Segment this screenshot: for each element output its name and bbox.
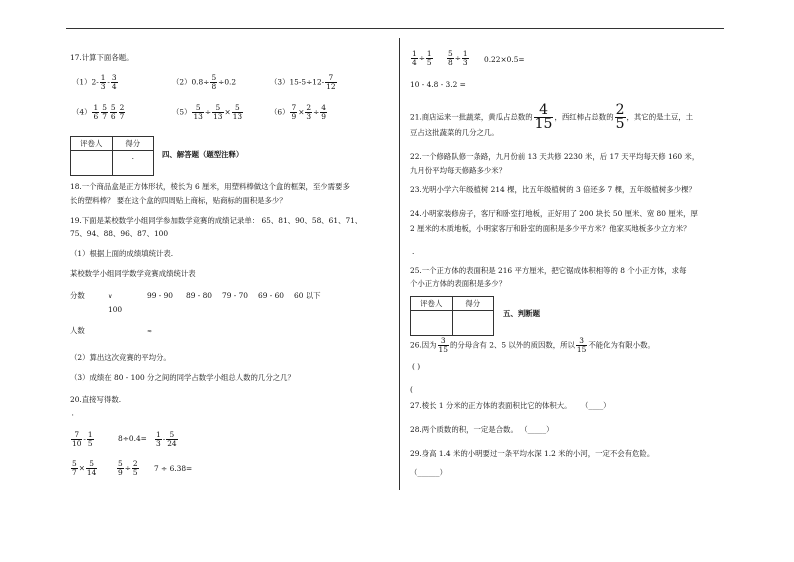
q19-row1-label: 分数 bbox=[70, 291, 85, 300]
score-box-grader-cell bbox=[71, 151, 113, 176]
q17-item-3: （3）15-5÷12- $\frac{7}{12}$ bbox=[270, 73, 336, 91]
q23: 23.光明小学六年级植树 214 棵，比五年级植树的 3 倍还多 7 棵，五年级植树多少棵？ bbox=[410, 185, 696, 194]
q20-row1-c: $\frac{1}{3}$ - $\frac{5}{24}$ bbox=[156, 430, 177, 448]
q20-row2-a: $\frac{5}{7}$ × $\frac{5}{14}$ bbox=[72, 459, 97, 477]
score-box-left bbox=[70, 136, 154, 176]
q19-sub2: （2）算出这次竞赛的平均分。 bbox=[70, 353, 171, 362]
q21-line2: 豆占这批蔬菜的几分之几。 bbox=[410, 128, 499, 137]
q19-range-3: 79 - 70 bbox=[222, 291, 249, 300]
q19-row2-mark: ≈ bbox=[147, 328, 153, 335]
calc-top-decimal: 0.22×0.5= bbox=[484, 55, 525, 64]
q26-mark: ( bbox=[410, 385, 413, 394]
score-box-right-grader-label: 评卷人 bbox=[411, 297, 453, 311]
q20-row2-c: 7 ÷ 6.38= bbox=[154, 464, 193, 473]
calc-top-line2: 10 - 4.8 - 3.2 = bbox=[410, 80, 466, 89]
q18-line2: 长的塑料棒？ 要在这个盒的四周贴上商标，贴商标的面积是多少？ bbox=[70, 196, 287, 205]
q19-table-title: 某校数学小组同学数学竞赛成绩统计表 bbox=[70, 269, 196, 278]
q19-line1: 19.下面是某校数学小组同学参加数学竞赛的成绩记录单： 65、81、90、58、61、71、 bbox=[70, 216, 363, 225]
score-box-score-cell: . bbox=[112, 151, 154, 176]
q28-answer[interactable]: （_____） bbox=[520, 425, 554, 434]
q17-item-6: （6） $\frac{7}{9}$ × $\frac{2}{3}$ ÷ $\frac{4}{9}$ bbox=[270, 103, 326, 121]
q17-item-5: （5） $\frac{5}{13}$ ÷ $\frac{5}{13}$ × $\frac{5}{13}$ bbox=[172, 103, 243, 121]
q19-row1-mark: ∨ bbox=[108, 293, 113, 300]
score-box-grader-label: 评卷人 bbox=[71, 137, 113, 151]
q19-range-5: 60 以下 bbox=[294, 291, 321, 300]
q27: 27.棱长 1 分米的正方体的表面积比它的体积大。 （____） bbox=[410, 401, 611, 410]
section5-heading: 五、判断题 bbox=[503, 309, 540, 318]
q19-line2: 75、94、88、96、87、100 bbox=[70, 229, 169, 238]
section4-heading: 四、解答题（题型注释） bbox=[162, 150, 244, 159]
header-rule bbox=[66, 28, 724, 29]
score-box-right-score-label: 得分 bbox=[452, 297, 494, 311]
calc-top-fractions-2: $\frac{5}{8}$ ÷ $\frac{1}{3}$ bbox=[448, 49, 468, 67]
q20-title: 20.直接写得数. bbox=[70, 395, 122, 404]
q19-sub3: （3）成绩在 80 - 100 分之间的同学占数学小组总人数的几分之几？ bbox=[70, 373, 295, 382]
q20-row1-b: 8÷0.4= bbox=[118, 434, 147, 443]
q25-line1: 25.一个正方体的表面积是 216 平方厘米，把它锯成体积相等的 8 个小正方体，求每 bbox=[410, 266, 687, 275]
q19-sub1: （1）根据上面的成绩填统计表. bbox=[70, 249, 174, 258]
q20-row1-a: $\frac{7}{10}$ - $\frac{1}{5}$ bbox=[72, 430, 93, 448]
q17-item-2: （2）0.8÷ $\frac{5}{8}$ ÷0.2 bbox=[172, 73, 237, 91]
score-box-right bbox=[410, 296, 494, 336]
q29-answer[interactable]: （______） bbox=[410, 468, 447, 477]
q21-line1: 21.商店运来一批蔬菜，黄瓜占总数的 $\frac{4}{15}$ ，西红柿占总数的 $\frac{2}{5}$ ，其它的是土豆，土 bbox=[410, 102, 694, 132]
q26: 26.因为 $\frac{3}{15}$ 的分母含有 2、5 以外的质因数，所以 $\frac{3}{15}$ 不能化为有限小数。 bbox=[410, 336, 655, 354]
q20-mark: ' bbox=[72, 414, 74, 421]
q18-line1: 18.一个商品盒是正方体形状，棱长为 6 厘米，用塑料棒做这个盒的框架，至少需要多 bbox=[70, 182, 350, 191]
calc-top-fractions: $\frac{1}{4}$ ÷ $\frac{1}{5}$ bbox=[412, 49, 432, 67]
q27-answer[interactable]: （____） bbox=[581, 401, 611, 410]
score-box-right-score-cell bbox=[452, 311, 494, 336]
q19-range-2: 89 - 80 bbox=[186, 291, 213, 300]
q22-line2: 九月份平均每天修路多少米？ bbox=[410, 166, 507, 175]
q19-range-4: 69 - 60 bbox=[258, 291, 285, 300]
q20-row2-b: $\frac{5}{9}$ ÷ $\frac{2}{5}$ bbox=[118, 459, 138, 477]
q19-row1-first: 100 bbox=[108, 305, 123, 314]
q19-range-1: 99 - 90 bbox=[147, 291, 174, 300]
score-box-right-grader-cell bbox=[411, 311, 453, 336]
q26-answer[interactable]: ( ) bbox=[412, 362, 421, 371]
q24-line2: 2 厘米的木质地板，小明家客厅和卧室的面积是多少平方米？他家买地板多少立方米？ bbox=[410, 224, 691, 233]
q25-line2: 个小正方体的表面积是多少？ bbox=[410, 279, 507, 288]
q28: 28.两个质数的积，一定是合数。 （_____） bbox=[410, 425, 554, 434]
q24-mark: . bbox=[412, 247, 415, 256]
q19-row2-label: 人数 bbox=[70, 326, 85, 335]
score-box-score-label: 得分 bbox=[112, 137, 154, 151]
q29: 29.身高 1.4 米的小明要过一条平均水深 1.2 米的小河，一定不会有危险。 bbox=[410, 449, 655, 458]
q17-item-4: （4） $\frac{1}{6}$ $\frac{5}{7}$ $\frac{5}{6}$ $\frac{2}{7}$ bbox=[72, 103, 125, 121]
q24-line1: 24.小明家装修房子，客厅和卧室打地板，正好用了 200 块长 50 厘米、宽 80 厘米，厚 bbox=[410, 209, 698, 218]
q17-item-1: （1）2- $\frac{1}{3}$ - $\frac{3}{4}$ bbox=[72, 73, 117, 91]
column-divider bbox=[399, 38, 400, 490]
q22-line1: 22.一个修路队修一条路，九月份前 13 天共修 2230 米，后 17 天平均每天修 160 米， bbox=[410, 152, 700, 161]
q17-title: 17.计算下面各题。 bbox=[70, 53, 134, 62]
